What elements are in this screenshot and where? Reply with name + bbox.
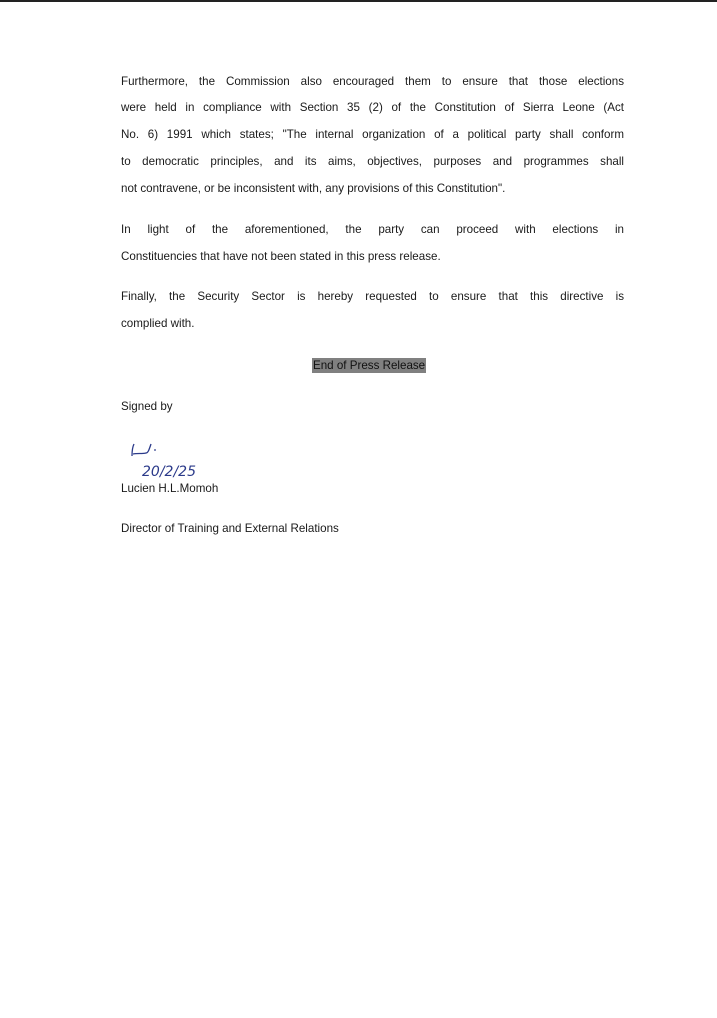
text-line: were held in compliance with Section 35 (2) of the Constitution of Sierra Leone (Act xyxy=(121,101,624,114)
text-line: In light of the aforementioned, the party can proceed with elections in xyxy=(121,223,624,236)
text-line: to democratic principles, and its aims, objectives, purposes and programmes shall xyxy=(121,155,624,168)
end-of-press-release: End of Press Release xyxy=(313,359,426,372)
signature-date: 20/2/25 xyxy=(142,464,196,480)
signed-by-label: Signed by xyxy=(121,400,173,413)
text-line: Constituencies that have not been stated in this press release. xyxy=(121,250,441,263)
handwritten-signature xyxy=(128,436,248,485)
text-line: not contravene, or be inconsistent with, any provisions of this Constitution". xyxy=(121,182,506,195)
text-line: No. 6) 1991 which states; "The internal organization of a political party shall conform xyxy=(121,128,624,141)
signature-icon xyxy=(128,436,248,480)
page-top-edge xyxy=(0,0,717,2)
text-line: complied with. xyxy=(121,317,195,330)
text-line: Finally, the Security Sector is hereby requested to ensure that this directive is xyxy=(121,290,624,303)
signatory-title: Director of Training and External Relations xyxy=(121,522,339,535)
signatory-name: Lucien H.L.Momoh xyxy=(121,482,219,495)
text-line: Furthermore, the Commission also encouraged them to ensure that those elections xyxy=(121,75,624,88)
